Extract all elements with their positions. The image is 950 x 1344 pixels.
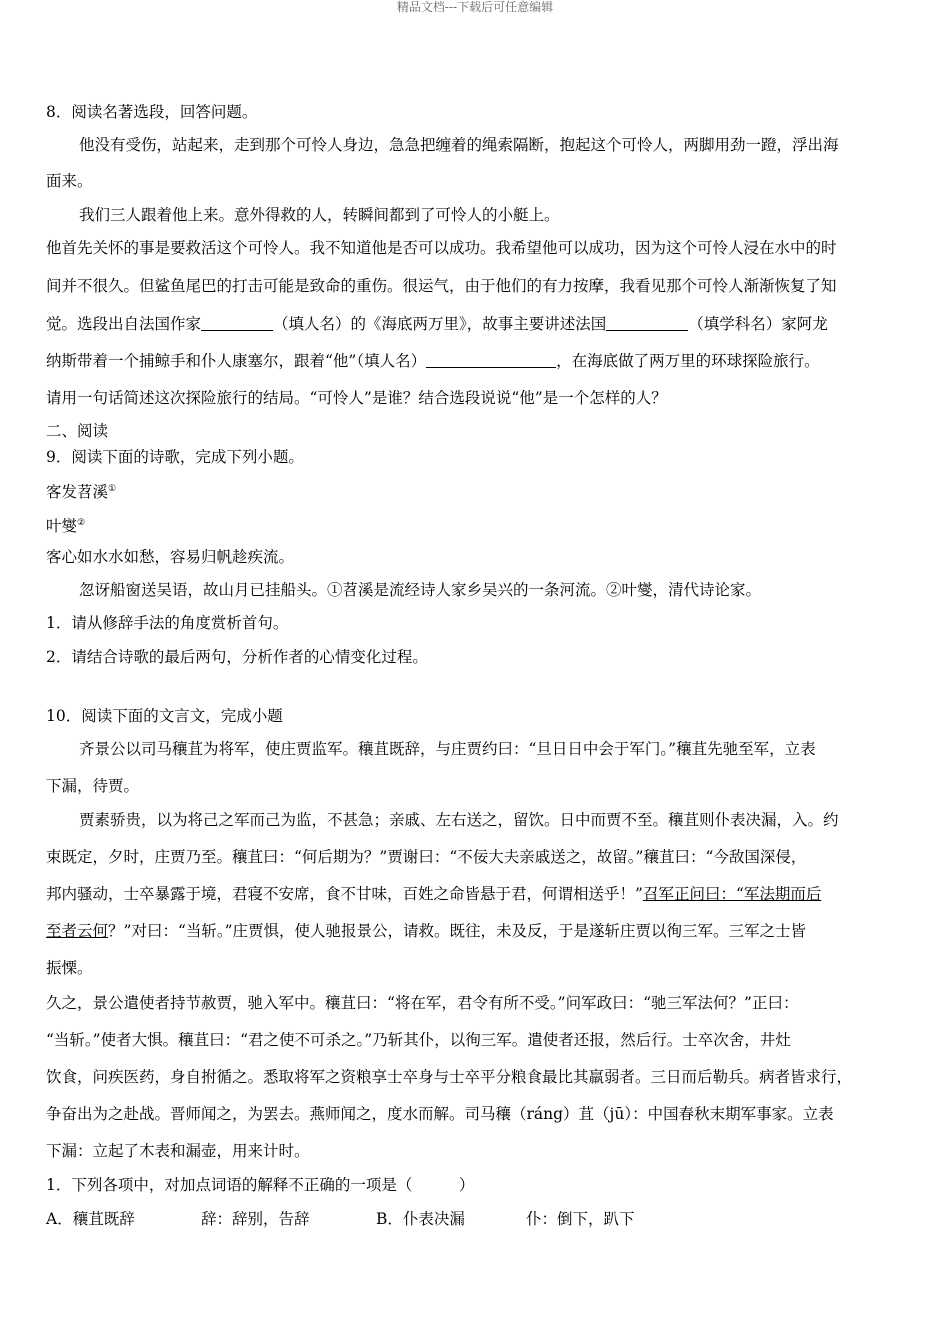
q10-options-row [46, 1201, 906, 1237]
fill-blank-subject[interactable] [606, 313, 688, 331]
q10-title: 10．阅读下面的文言文，完成小题 [46, 707, 283, 725]
q8-title: 8．阅读名著选段，回答问题。 [46, 103, 258, 121]
q9-title: 9．阅读下面的诗歌，完成下列小题。 [46, 448, 304, 466]
q10-para2-line1: 贾素骄贵，以为将己之军而己为监，不甚急；亲戚、左右送之，留饮。日中而贾不至。穰苴则仆表决漏，入。约 [79, 811, 839, 829]
option-a-explanation: 辞：辞别，告辞 [201, 1210, 310, 1228]
q9-sub2: 2．请结合诗歌的最后两句，分析作者的心情变化过程。 [46, 648, 428, 666]
footnote-marker: ② [77, 518, 86, 528]
q10-sub1: 1．下列各项中，对加点词语的解释不正确的一项是（ ） [46, 1176, 475, 1194]
fill-blank-name[interactable] [426, 350, 556, 368]
poem-line1: 客心如水水如愁，容易归帆趁疾流。 [46, 548, 295, 566]
q10-para3-line5: 下漏：立起了木表和漏壶，用来计时。 [46, 1142, 310, 1160]
q8-para3-line1: 他首先关怀的事是要救活这个可怜人。我不知道他是否可以成功。我希望他可以成功，因为这个可怜人浸在水中的时 [46, 239, 837, 257]
option-b-explanation: 仆：倒下，趴下 [526, 1210, 635, 1228]
q10-para3-line4: 争奋出为之赴战。晋师闻之，为罢去。燕师闻之，度水而解。司马穰（ráng）苴（jū）：中国春秋末期军事家。立表 [46, 1105, 834, 1123]
q8-para1-line1: 他没有受伤，站起来，走到那个可怜人身边，急急把缠着的绳索隔断，抱起这个可怜人，两脚用劲一蹬，浮出海 [79, 136, 839, 154]
q10-para2-line5: 振慄。 [46, 959, 93, 977]
q10-para2-line2: 束既定，夕时，庄贾乃至。穰苴曰：“何后期为？”贾谢曰：“不佞大夫亲戚送之，故留。”穰苴曰：“今敌国深侵， [46, 848, 807, 866]
poem-author-text: 叶燮 [46, 517, 78, 536]
underlined-sentence: 至者云何 [46, 922, 109, 940]
q8-text: ，在海底做了两万里的环球探险旅行。 [556, 352, 820, 370]
q8-para2: 我们三人跟着他上来。意外得救的人，转瞬间都到了可怜人的小艇上。 [79, 206, 560, 224]
q8-para3-line2: 间并不很久。但鲨鱼尾巴的打击可能是致命的重伤。很运气，由于他们的有力按摩，我看见那个可怜人渐渐恢复了知 [46, 277, 837, 295]
q10-para1-line1: 齐景公以司马穰苴为将军，使庄贾监军。穰苴既辞，与庄贾约曰：“旦日日中会于军门。”穰苴先驰至军，立表 [79, 740, 816, 758]
q8-question: 请用一句话简述这次探险旅行的结局。“可怜人”是谁？结合选段说说“他”是一个怎样的人？ [46, 389, 667, 407]
page-header: 精品文档---下载后可任意编辑 [396, 0, 554, 14]
section-heading: 二、阅读 [46, 422, 109, 440]
q8-para1-line2: 面来。 [46, 172, 93, 190]
q8-para3-line3 [46, 306, 906, 342]
fill-blank-author[interactable] [201, 313, 273, 331]
poem-line2: 忽讶船窗送吴语，故山月已挂船头。①苕溪是流经诗人家乡吴兴的一条河流。②叶燮，清代诗论家。 [79, 581, 762, 599]
q10-para1-line2: 下漏，待贾。 [46, 777, 140, 795]
q8-para3-line4 [46, 343, 906, 379]
q8-text: （填学科名）家阿龙 [688, 315, 828, 333]
q10-text: 邦内骚动，士卒暴露于境，君寝不安席，食不甘味，百姓之命皆悬于君，何谓相送乎！” [46, 885, 643, 903]
q10-para2-line3 [46, 876, 906, 912]
q10-text: ？”对曰：“当斩。”庄贾惧，使人驰报景公，请救。既往，未及反，于是遂斩庄贾以徇三军。三军之士皆 [108, 922, 807, 940]
q10-para3-line1: 久之，景公遣使者持节赦贾，驰入军中。穰苴曰：“将在军，君令有所不受。”问军政曰：“驰三军法何？”正曰： [46, 994, 799, 1012]
underlined-sentence: 召军正问曰：“军法期而后 [642, 885, 822, 903]
footnote-marker: ① [108, 484, 117, 494]
q9-sub1: 1．请从修辞手法的角度赏析首句。 [46, 614, 289, 632]
q8-text: 纳斯带着一个捕鲸手和仆人康塞尔，跟着“他”（填人名） [46, 352, 427, 370]
q8-text: 觉。选段出自法国作家 [46, 315, 202, 333]
q10-para3-line2: “当斩。”使者大惧。穰苴曰：“君之使不可杀之。”乃斩其仆，以徇三军。遣使者还报，然后行。士卒次舍，井灶 [46, 1031, 791, 1049]
q8-text: （填人名）的《海底两万里》，故事主要讲述法国 [273, 315, 607, 333]
option-a-label: A．穰苴既辞 [46, 1210, 135, 1228]
poem-title-text: 客发苕溪 [46, 483, 109, 502]
q10-para3-line3: 饮食，问疾医药，身自拊循之。悉取将军之资粮享士卒身与士卒平分粮食最比其羸弱者。三日而后勒兵。病者皆求行， [46, 1068, 853, 1086]
option-b-label: B．仆表决漏 [376, 1210, 465, 1228]
q10-para2-line4 [46, 913, 906, 949]
